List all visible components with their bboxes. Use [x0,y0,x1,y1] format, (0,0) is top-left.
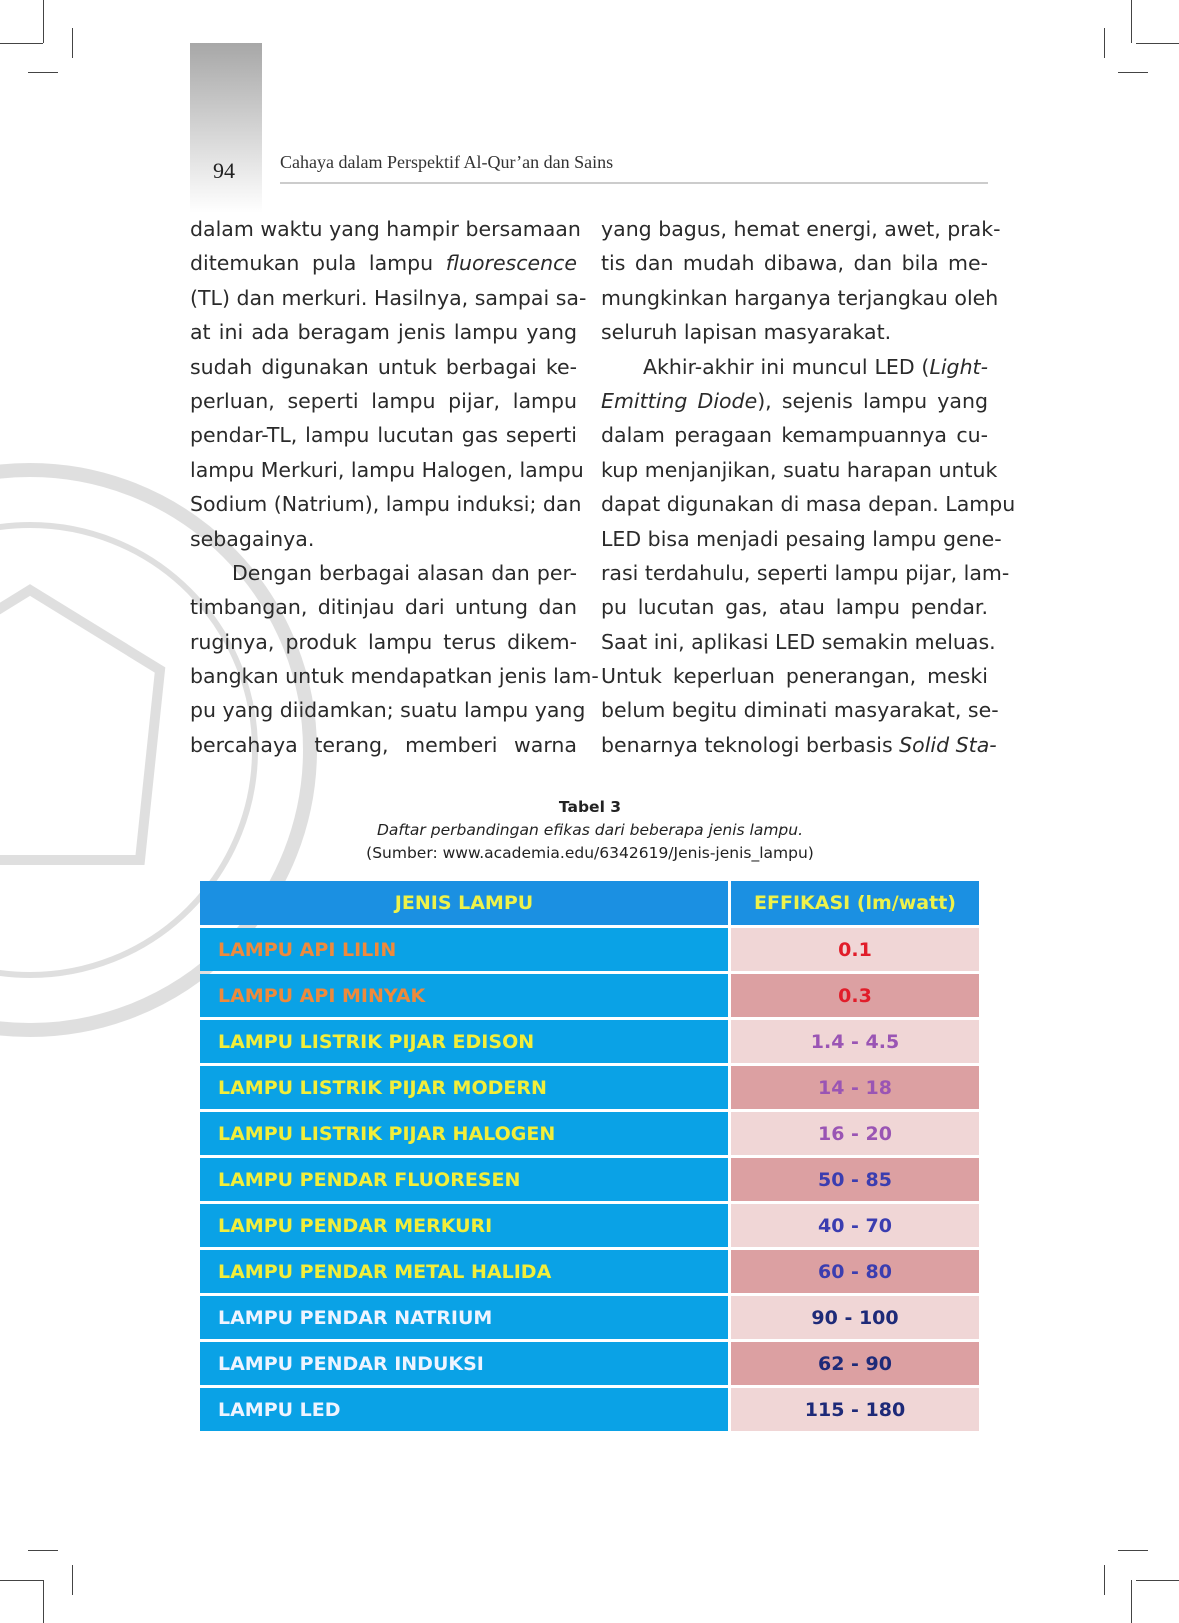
text: Saat ini, aplikasi LED semakin meluas. [601,629,996,654]
text: bangkan untuk mendapatkan jenis lam- [190,664,599,689]
text-line [190,212,581,246]
text: LED bisa menjadi pesaing lampu gene- [601,526,1002,551]
text-line [601,659,988,693]
efficacy-value: 90 - 100 [731,1296,979,1339]
italic-text: Solid Sta- [899,732,997,757]
table-row [200,1342,979,1385]
table-row [200,1250,979,1293]
efficacy-value: 14 - 18 [731,1066,979,1109]
text-line [190,522,577,556]
crop-mark [72,28,73,58]
crop-mark [28,1550,58,1551]
efficacy-value: 62 - 90 [731,1342,979,1385]
lamp-name: LAMPU PENDAR METAL HALIDA [200,1250,728,1293]
text-line [601,590,988,624]
table-row [200,1020,979,1063]
text-line [190,315,577,349]
italic-text: Light- [929,354,988,379]
text: (TL) dan merkuri. Hasilnya, sampai sa- [190,285,587,310]
text: ruginya, produk lampu terus dikem- [190,629,577,654]
text: tis dan mudah dibawa, dan bila me- [601,251,988,276]
crop-mark [1104,28,1105,58]
text: kup menjanjikan, suatu harapan untuk [601,457,998,482]
italic-text: Emitting Diode [601,388,758,413]
efficacy-value: 50 - 85 [731,1158,979,1201]
text: timbangan, ditinjau dari untung dan [190,595,577,620]
text: lampu Merkuri, lampu Halogen, lampu [190,457,584,482]
efficacy-value: 0.1 [731,928,979,971]
text-line [601,522,1002,556]
text-column-left [190,212,599,762]
lamp-name: LAMPU PENDAR NATRIUM [200,1296,728,1339]
lamp-name: LAMPU LISTRIK PIJAR MODERN [200,1066,728,1109]
text-line [601,453,998,487]
text-line [601,315,988,349]
text-line [601,384,988,418]
text: dapat digunakan di masa depan. Lampu [601,492,1016,517]
lamp-name: LAMPU LED [200,1388,728,1431]
crop-mark [1136,1580,1179,1581]
lamp-name: LAMPU API LILIN [200,928,728,971]
crop-mark [1131,0,1132,43]
text: yang bagus, hemat energi, awet, prak- [601,217,1001,241]
table-row [200,1296,979,1339]
text-line [601,728,997,762]
text: sebagainya. [190,526,315,551]
text-line [601,418,988,452]
text: pu lucutan gas, atau lampu pendar. [601,595,988,620]
efficacy-value: 115 - 180 [731,1388,979,1431]
text: bercahaya terang, memberi warna [190,732,577,757]
table-description: Daftar perbandingan efikas dari beberapa jenis lampu. [376,821,804,839]
efficacy-value: 40 - 70 [731,1204,979,1247]
header-rule [280,182,988,184]
text-line [601,350,988,384]
text-line [190,728,577,762]
text-column-right [601,212,1016,762]
lamp-name: LAMPU PENDAR MERKURI [200,1204,728,1247]
table-caption [190,796,990,865]
crop-mark [28,72,58,73]
text: seluruh lapisan masyarakat. [601,320,892,345]
text-line [601,556,1010,590]
table-row [200,1066,979,1109]
text-line [190,384,577,418]
text: ditemukan pula lampu [190,251,446,276]
crop-mark [43,1580,44,1623]
table-row [200,974,979,1017]
text: Dengan berbagai alasan dan per- [232,560,577,585]
text: Akhir-akhir ini muncul LED ( [643,354,930,379]
text: benarnya teknologi berbasis [601,732,900,757]
italic-text: fluorescence [445,251,577,276]
crop-mark [72,1565,73,1595]
text-line [190,590,577,624]
table-row [200,928,979,971]
running-title: Cahaya dalam Perspektif Al-Qur’an dan Sains [280,152,614,172]
header-lamp-type: JENIS LAMPU [200,881,728,925]
crop-mark [43,0,44,43]
text-line [190,350,577,384]
lamp-name: LAMPU PENDAR INDUKSI [200,1342,728,1385]
page-number: 94 [213,158,235,183]
text-line [601,625,996,659]
efficacy-value: 0.3 [731,974,979,1017]
text: pu yang diidamkan; suatu lampu yang [190,698,586,723]
lamp-name: LAMPU LISTRIK PIJAR HALOGEN [200,1112,728,1155]
table-source: (Sumber: www.academia.edu/6342619/Jenis-jenis_lampu) [366,844,814,862]
crop-mark [1118,1550,1148,1551]
text: rasi terdahulu, seperti lampu pijar, lam- [601,560,1010,585]
table-title: Tabel 3 [558,798,622,816]
text-line [601,487,1016,521]
page-tab [190,43,262,213]
crop-mark [0,1580,43,1581]
text-line [190,659,599,693]
text-line [190,281,587,315]
text: ), sejenis lampu yang [757,388,989,413]
lamp-name: LAMPU API MINYAK [200,974,728,1017]
text: perluan, seperti lampu pijar, lampu [190,388,577,413]
crop-mark [1131,1580,1132,1623]
text-line [190,487,582,521]
text-line [190,418,577,452]
text-line [601,281,999,315]
text-line [601,693,999,727]
text: dalam waktu yang hampir bersamaan [190,217,581,241]
table-row [200,1204,979,1247]
crop-mark [1118,72,1148,73]
text: at ini ada beragam jenis lampu yang [190,320,577,345]
text-line [190,453,584,487]
text-line [601,212,1001,246]
header-efficacy: EFFIKASI (lm/watt) [731,881,979,925]
text-line [601,246,988,280]
table-row [200,1112,979,1155]
text: mungkinkan harganya terjangkau oleh [601,285,999,310]
lamp-name: LAMPU LISTRIK PIJAR EDISON [200,1020,728,1063]
crop-mark [0,43,43,44]
efficacy-value: 1.4 - 4.5 [731,1020,979,1063]
efficacy-value: 60 - 80 [731,1250,979,1293]
text: belum begitu diminati masyarakat, se- [601,698,999,723]
text: dalam peragaan kemampuannya cu- [601,423,988,448]
crop-mark [1104,1565,1105,1595]
crop-mark [1136,43,1179,44]
table-row [200,1388,979,1431]
table-row [200,1158,979,1201]
text: sudah digunakan untuk berbagai ke- [190,354,577,379]
text: Untuk keperluan penerangan, meski [601,664,988,689]
text: Sodium (Natrium), lampu induksi; dan [190,492,582,517]
text-line [190,693,586,727]
text-line [190,625,577,659]
lamp-name: LAMPU PENDAR FLUORESEN [200,1158,728,1201]
lamp-efficacy-table [197,878,982,1434]
efficacy-value: 16 - 20 [731,1112,979,1155]
text: pendar-TL, lampu lucutan gas seperti [190,423,577,448]
text-line [190,246,577,280]
text-line [190,556,577,590]
